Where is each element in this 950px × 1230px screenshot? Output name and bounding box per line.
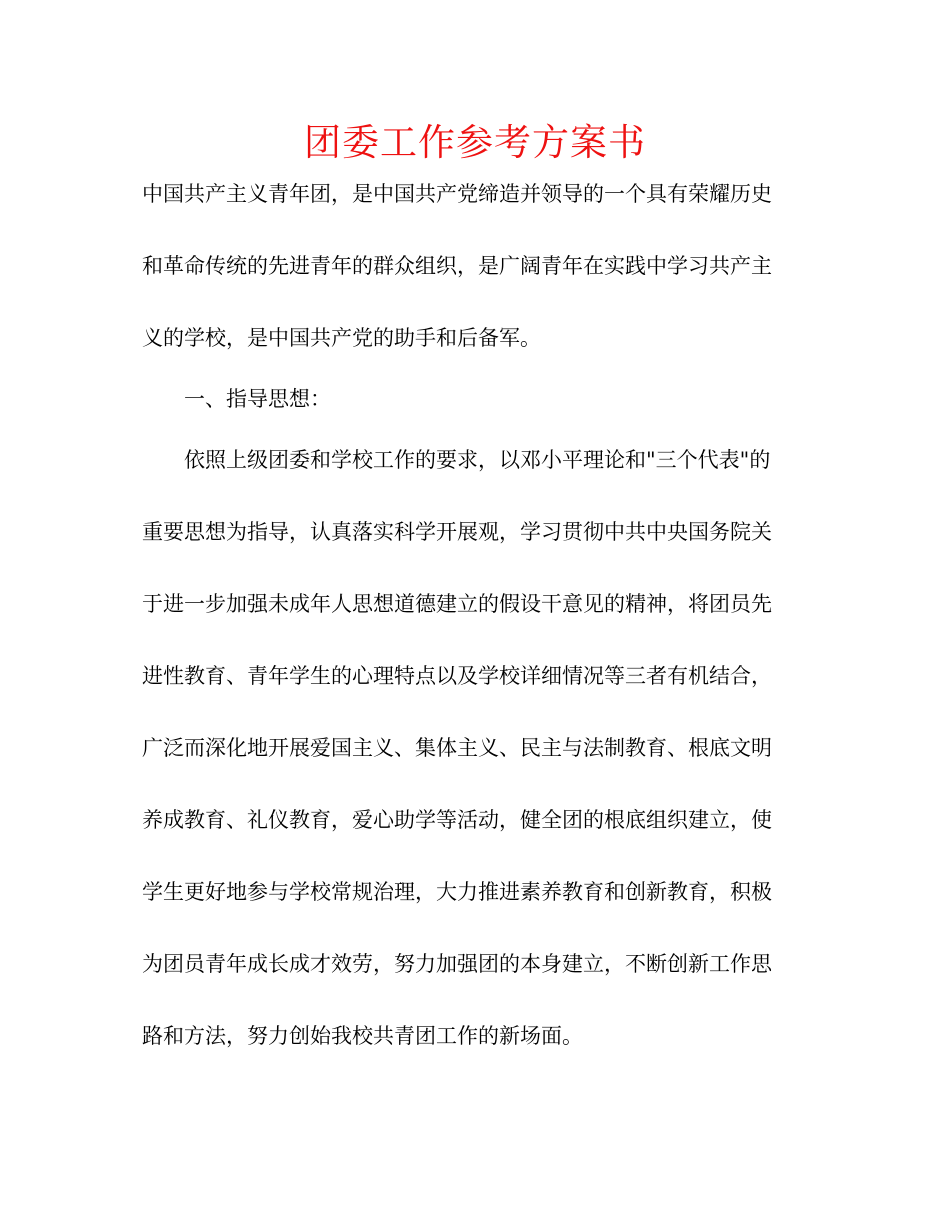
paragraph-line: 路和方法，努力创始我校共青团工作的新场面。 (142, 1024, 583, 1048)
paragraph-line: 于进一步加强未成年人思想道德建立的假设干意见的精神，将团员先 (142, 592, 772, 616)
paragraph-line: 养成教育、礼仪教育，爱心助学等活动，健全团的根底组织建立，使 (142, 808, 772, 832)
paragraph-line: 进性教育、青年学生的心理特点以及学校详细情况等三者有机结合， (142, 664, 772, 688)
paragraph-line: 义的学校，是中国共产党的助手和后备军。 (142, 326, 541, 350)
paragraph-line: 重要思想为指导，认真落实科学开展观，学习贯彻中共中央国务院关 (142, 520, 772, 544)
paragraph-line: 依照上级团委和学校工作的要求，以邓小平理论和"三个代表"的 (184, 448, 771, 472)
paragraph-line: 和革命传统的先进青年的群众组织，是广阔青年在实践中学习共产主 (142, 254, 772, 278)
paragraph-line: 广泛而深化地开展爱国主义、集体主义、民主与法制教育、根底文明 (142, 736, 772, 760)
paragraph-line: 中国共产主义青年团，是中国共产党缔造并领导的一个具有荣耀历史 (142, 182, 772, 206)
document-title: 团委工作参考方案书 (304, 121, 646, 164)
paragraph-line: 为团员青年成长成才效劳，努力加强团的本身建立，不断创新工作思 (142, 952, 772, 976)
paragraph-line: 学生更好地参与学校常规治理，大力推进素养教育和创新教育，积极 (142, 880, 772, 904)
section-heading: 一、指导思想： (184, 387, 331, 411)
